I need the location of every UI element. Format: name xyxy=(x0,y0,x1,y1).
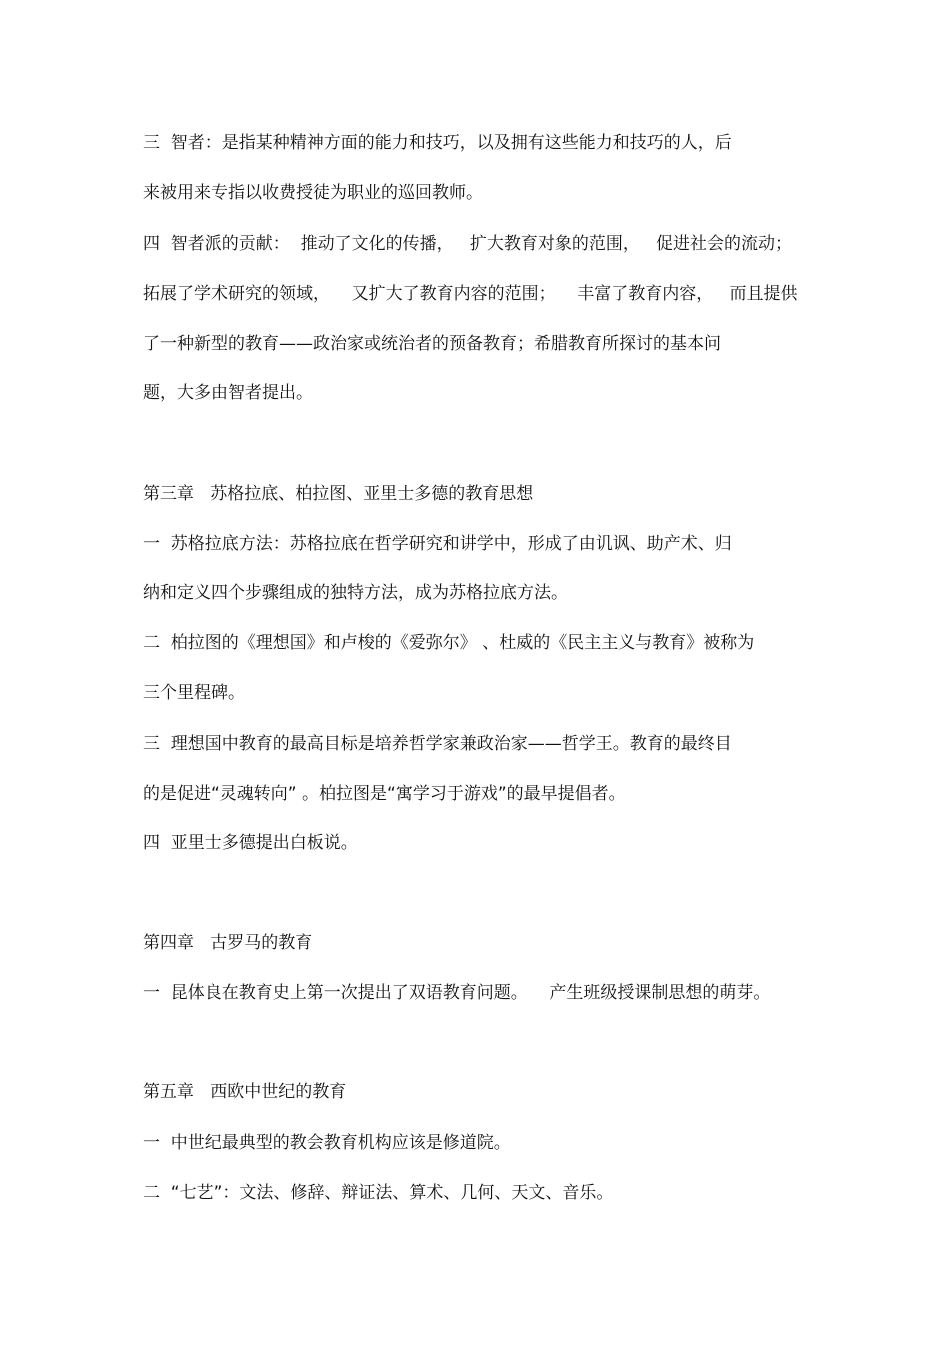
paragraph-line: 拓展了学术研究的领域， 又扩大了教育内容的范围； 丰富了教育内容， 而且提供 xyxy=(143,284,798,304)
paragraph-line: 一 昆体良在教育史上第一次提出了双语教育问题。 产生班级授课制思想的萌芽。 xyxy=(143,983,771,1003)
paragraph-line: 一 中世纪最典型的教会教育机构应该是修道院。 xyxy=(143,1133,511,1153)
chapter-heading: 第五章 西欧中世纪的教育 xyxy=(143,1082,347,1102)
paragraph-line: 二 柏拉图的《理想国》和卢梭的《爱弥尔》 、杜威的《民主主义与教育》被称为 xyxy=(143,633,755,653)
paragraph-line: 来被用来专指以收费授徒为职业的巡回教师。 xyxy=(143,183,483,203)
paragraph-line: 题，大多由智者提出。 xyxy=(143,383,313,403)
paragraph-line: 三 智者：是指某种精神方面的能力和技巧，以及拥有这些能力和技巧的人，后 xyxy=(143,133,732,153)
paragraph-line: 三个里程碑。 xyxy=(143,683,245,703)
paragraph-line: 纳和定义四个步骤组成的独特方法，成为苏格拉底方法。 xyxy=(143,583,568,603)
paragraph-line: 二 “七艺”：文法、修辞、辩证法、算术、几何、天文、音乐。 xyxy=(143,1183,614,1203)
chapter-heading: 第四章 古罗马的教育 xyxy=(143,933,313,953)
paragraph-line: 一 苏格拉底方法：苏格拉底在哲学研究和讲学中，形成了由讥讽、助产术、归 xyxy=(143,534,732,554)
paragraph-line: 四 智者派的贡献： 推动了文化的传播， 扩大教育对象的范围， 促进社会的流动； xyxy=(143,234,793,254)
paragraph-line: 了一种新型的教育——政治家或统治者的预备教育；希腊教育所探讨的基本问 xyxy=(143,334,721,354)
paragraph-line: 四 亚里士多德提出白板说。 xyxy=(143,833,358,853)
chapter-heading: 第三章 苏格拉底、柏拉图、亚里士多德的教育思想 xyxy=(143,484,534,504)
paragraph-line: 三 理想国中教育的最高目标是培养哲学家兼政治家——哲学王。教育的最终目 xyxy=(143,734,732,754)
paragraph-line: 的是促进“灵魂转向” 。柏拉图是“寓学习于游戏”的最早提倡者。 xyxy=(143,784,626,804)
